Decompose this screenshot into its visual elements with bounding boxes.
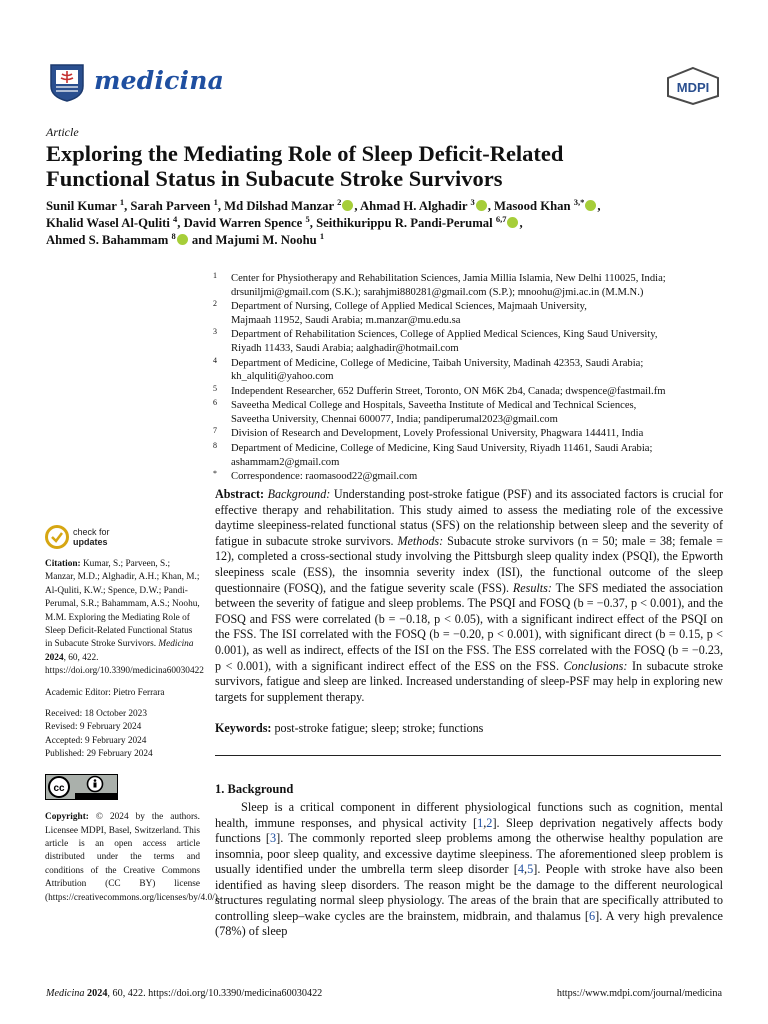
title-line-1: Exploring the Mediating Role of Sleep Deficit-Related — [46, 141, 564, 166]
affiliation-number: 5 — [213, 383, 217, 393]
author-affil-sup: 3,* — [573, 196, 585, 207]
affiliation-item — [209, 399, 729, 427]
affiliation-number: 8 — [213, 440, 217, 450]
footer-year: 2024 — [87, 988, 108, 999]
author-affil-sup: 3 — [470, 196, 475, 207]
body-text-1: Sleep is a critical component in different physiological functions such as cognition, mental health, immune responses, and physical activity [ — [215, 800, 723, 830]
affiliation-line: Department of Nursing, College of Applied Medical Sciences, Majmaah University, — [231, 301, 587, 313]
author-separator: , — [177, 216, 184, 230]
abstract-background-label: Background: — [267, 487, 331, 501]
affiliation-line: Department of Medicine, College of Medicine, King Saud University, Riyadh 11461, Saudi Arabia; — [231, 442, 653, 454]
check-for-updates-button[interactable] — [45, 525, 200, 549]
affiliation-item — [209, 328, 729, 356]
ref-comma: , — [483, 815, 487, 830]
copyright-label: Copyright: — [45, 812, 89, 823]
author-separator: and — [188, 233, 216, 247]
check-updates-line1: check for — [73, 527, 110, 537]
author-affil-sup: 1 — [213, 196, 218, 207]
date-received: Received: 18 October 2023 — [45, 709, 147, 720]
author-name[interactable]: Sunil Kumar — [46, 199, 117, 213]
orcid-icon[interactable] — [476, 200, 487, 211]
affiliation-item — [209, 300, 729, 328]
affiliation-number: 1 — [213, 271, 217, 280]
author-name[interactable]: Masood Khan — [494, 199, 571, 213]
medicina-logo-icon — [48, 62, 86, 102]
affiliation-line: Riyadh 11433, Saudi Arabia; aalghadir@hotmail.com — [231, 343, 459, 355]
ref-comma: , — [524, 862, 528, 876]
abstract-conclusions: In subacute stroke survivors, fatigue and sleep are linked. Increased understanding of sleep-PSF may help in exploring new targets for supplement therapy. — [215, 658, 723, 704]
ref-link[interactable]: 3 — [269, 831, 277, 845]
affiliation-item — [209, 272, 729, 300]
abstract-label: Abstract: — [215, 487, 265, 501]
author-name[interactable]: David Warren Spence — [183, 216, 303, 230]
affiliation-item — [209, 442, 729, 470]
date-published: Published: 29 February 2024 — [45, 749, 153, 760]
author-separator: , — [309, 216, 317, 230]
author-name[interactable]: Md Dilshad Manzar — [224, 199, 334, 213]
author-affil-sup: 5 — [305, 213, 310, 224]
abstract-results-label: Results: — [512, 580, 552, 595]
abstract-results: The SFS mediated the association between the severity of fatigue and sleep problems. The PSQI and FOSQ (b = −0.37, p < 0.001), and the FOSQ and FSS were correlated (b = −0.18, p < 0.05), with a significant indirect effect of the PSQI on the FSS. The ISI correlated with the FOSQ (b = −0.20, p < 0.001), with significant direct (b = 0.15, p < 0.001), as well as indirect, effects of the ISI on the FSS. The ESS correlated with the FOSQ (b = −0.23, p < 0.001), with a significant indirect effect of the ESS on the FSS. — [215, 580, 723, 673]
author-name[interactable]: Seithikurippu R. Pandi-Perumal — [316, 216, 493, 230]
citation-text: Kumar, S.; Parveen, S.; Manzar, M.D.; Alghadir, A.H.; Khan, M.; Al-Quliti, K.W.; Spence, D.W.; Pandi-Perumal, S.R.; Bahammam, A.S.; Noohu, M.M. Exploring the Mediating Role of Sleep Deficit-Related Functional Status in Subacute Stroke Survivors. — [45, 559, 200, 650]
article-title — [46, 141, 706, 191]
body-text-5: ]. A very high prevalence (78%) of sleep — [215, 908, 723, 938]
affiliation-number: 7 — [213, 426, 217, 436]
affiliation-line: Center for Physiotherapy and Rehabilitation Sciences, Jamia Millia Islamia, New Delhi 110025, India; — [231, 273, 666, 284]
orcid-icon[interactable] — [585, 200, 596, 211]
abstract-methods-label: Methods: — [397, 533, 444, 548]
affiliation-line: ashammam2@gmail.com — [231, 456, 340, 468]
citation-vol-doi[interactable]: , 60, 422. https://doi.org/10.3390/medicina60030422 — [45, 652, 204, 677]
affiliation-line: drsuniljmi@gmail.com (S.K.); sarahjmi880281@gmail.com (S.P.); mnoohu@jmi.ac.in (M.M.N.) — [231, 286, 644, 298]
citation-journal: Medicina — [158, 639, 194, 650]
footer-journal-url[interactable]: https://www.mdpi.com/journal/medicina — [556, 988, 722, 999]
keywords-text: post-stroke fatigue; sleep; stroke; functions — [274, 721, 484, 735]
affiliation-number: 2 — [213, 299, 217, 309]
author-separator: , — [124, 199, 131, 213]
affiliation-item — [209, 470, 729, 484]
citation-year: 2024 — [45, 652, 64, 663]
ref-link[interactable]: 2 — [486, 815, 493, 830]
author-affil-sup: 6,7 — [495, 213, 507, 224]
author-separator: , — [354, 199, 360, 213]
article-type: Article — [46, 125, 79, 139]
ref-link[interactable]: 4 — [517, 862, 525, 876]
author-name[interactable]: Ahmed S. Bahammam — [46, 233, 169, 247]
author-name[interactable]: Sarah Parveen — [130, 199, 211, 213]
mdpi-logo-text: MDPI — [676, 80, 710, 95]
affiliation-line: Saveetha Medical College and Hospitals, Saveetha Institute of Medical and Technical Sciences, — [231, 400, 637, 412]
date-revised: Revised: 9 February 2024 — [45, 722, 142, 733]
author-affil-sup: 4 — [173, 213, 178, 224]
affiliation-line: Department of Medicine, College of Medicine, Taibah University, Madinah 42353, Saudi Arabia; — [231, 357, 644, 369]
author-separator: , — [487, 199, 495, 213]
author-list — [46, 198, 706, 249]
affiliation-number: 6 — [213, 398, 217, 408]
affiliation-item — [209, 357, 729, 385]
author-separator: , — [217, 199, 225, 213]
affiliation-line: Independent Researcher, 652 Dufferin Street, Toronto, ON M6K 2b4, Canada; dwspence@fastmail.fm — [231, 385, 666, 397]
author-name[interactable]: Ahmad H. Alghadir — [359, 199, 468, 213]
body-text-4: ]. People with stroke have also been identified as having sleep disorders. The reason might be the damage to the different neurological structures regulating normal sleep physiology. The areas of the brain that are specifically attributed to controlling sleep–wake cycles are the brainstem, midbrain, and thalamus [ — [215, 862, 724, 923]
check-updates-line2: updates — [73, 537, 108, 547]
abstract-background: Understanding post-stroke fatigue (PSF) and its associated factors is crucial for effective therapy and rehabilitation. This study aimed to assess the mediating role of the excessive daytime sleepiness-related functional status (SFS) on the relationship between sleep and the severity of fatigue in subacute stroke survivors. — [215, 487, 723, 548]
ref-link[interactable]: 6 — [588, 908, 596, 923]
author-separator: , — [519, 216, 523, 230]
journal-header — [48, 62, 722, 106]
affiliation-line: Majmaah 11952, Saudi Arabia; m.manzar@mu.edu.sa — [231, 314, 461, 326]
orcid-icon[interactable] — [342, 200, 353, 211]
abstract-conclusions-label: Conclusions: — [563, 658, 628, 673]
cc-by-license-icon[interactable] — [45, 774, 118, 800]
affiliation-line: Saveetha University, Chennai 600077, India; pandiperumal2023@gmail.com — [231, 413, 558, 425]
author-affil-sup: 8 — [171, 230, 176, 241]
dates-block — [45, 708, 200, 762]
affiliation-item — [209, 385, 729, 399]
citation-label: Citation: — [45, 559, 81, 569]
ref-link[interactable]: 5 — [527, 862, 534, 876]
footer-citation — [46, 988, 322, 999]
title-line-2: Functional Status in Subacute Stroke Survivors — [46, 166, 503, 191]
copyright-text: © 2024 by the authors. Licensee MDPI, Basel, Switzerland. This article is an open access article distributed under the terms and conditions of the Creative Commons Attribution (CC BY) license (https://creativecommons.org/licenses/by/4.0/). — [45, 812, 221, 903]
svg-text:cc: cc — [53, 782, 65, 794]
author-name[interactable]: Majumi M. Noohu — [215, 233, 317, 247]
affiliation-item — [209, 427, 729, 441]
article-sidebar — [45, 525, 221, 913]
author-affil-sup: 1 — [119, 196, 125, 207]
affiliations — [209, 272, 729, 484]
section-divider — [215, 755, 721, 756]
affiliation-number: 4 — [213, 355, 217, 365]
footer-journal: Medicina — [46, 988, 85, 999]
citation-block — [45, 558, 204, 679]
copyright-block — [45, 811, 221, 905]
abstract — [215, 487, 723, 705]
affiliation-line: Department of Rehabilitation Sciences, College of Applied Medical Sciences, King Saud University, — [231, 329, 658, 341]
affiliation-line: Division of Research and Development, Lovely Professional University, Phagwara 144411, India — [231, 428, 644, 440]
author-name[interactable]: Khalid Wasel Al-Quliti — [46, 216, 170, 230]
affiliation-line: kh_alquliti@yahoo.com — [231, 371, 334, 383]
orcid-icon[interactable] — [177, 234, 188, 245]
author-affil-sup: 2 — [337, 196, 342, 207]
body-text-2: ]. Sleep deprivation negatively affects body functions [ — [215, 815, 723, 845]
affiliation-line: Correspondence: raomasood22@gmail.com — [231, 470, 418, 482]
affiliation-number: 3 — [213, 327, 217, 337]
ref-link[interactable]: 1 — [477, 815, 484, 830]
author-affil-sup: 1 — [319, 230, 325, 241]
academic-editor: Academic Editor: Pietro Ferrara — [45, 687, 165, 698]
orcid-icon[interactable] — [507, 217, 518, 228]
keywords-label: Keywords: — [215, 721, 272, 735]
journal-name[interactable]: medicina — [94, 66, 225, 95]
keywords — [215, 721, 723, 737]
footer-doi[interactable]: , 60, 422. https://doi.org/10.3390/medicina60030422 — [107, 988, 323, 999]
section-heading: 1. Background — [215, 782, 294, 796]
affiliation-number: * — [213, 468, 217, 478]
body-text-3: ]. The commonly reported sleep problems among the otherwise healthy population are insomnia, poor sleep quality, and excessive daytime sleepiness. The aforementioned sleep problem is usually identified under the umbrella term sleep disorder [ — [215, 831, 723, 876]
section-body — [215, 800, 723, 940]
author-separator: , — [597, 199, 601, 213]
mdpi-logo-icon[interactable] — [664, 66, 722, 106]
check-updates-icon — [45, 525, 69, 549]
date-accepted: Accepted: 9 February 2024 — [45, 735, 147, 746]
abstract-methods: Subacute stroke survivors (n = 50; male = 38; female = 12), completed a cross-sectional study involving the Pittsburgh sleep quality index (PSQI), the Epworth sleepiness scale (ESS), the insomnia severity index (ISI), the functional outcome of the sleep questionnaire (FOSQ), and the fatigue severity scale (FSS). — [215, 533, 723, 595]
